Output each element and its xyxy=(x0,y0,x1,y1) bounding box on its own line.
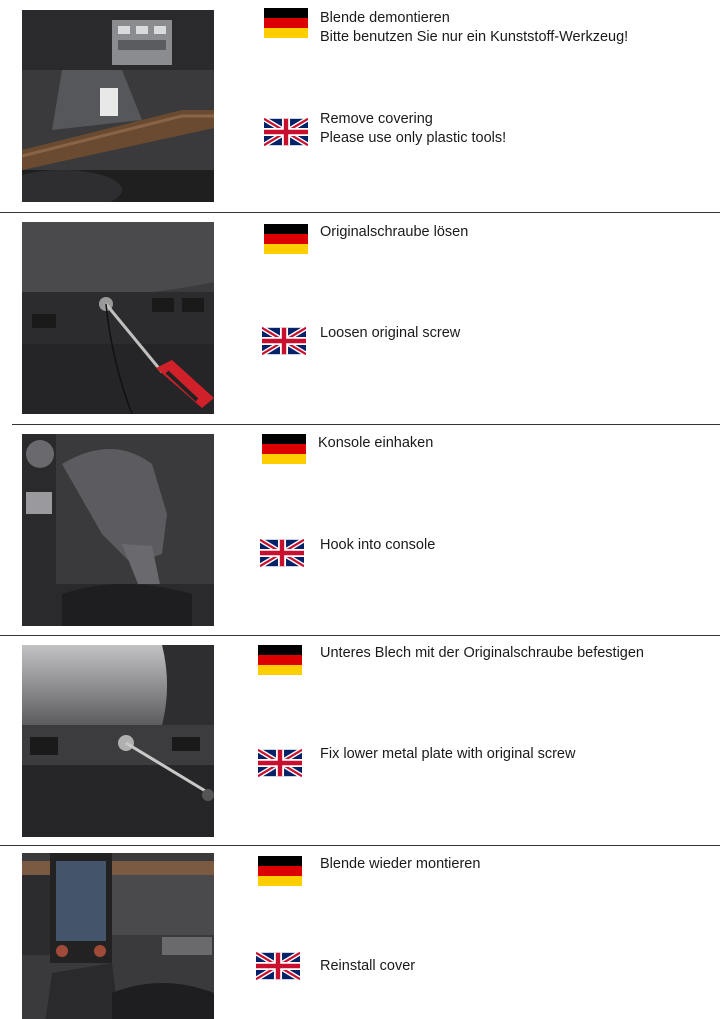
step-title-de: Unteres Blech mit der Originalschraube befestigen xyxy=(320,645,644,661)
step-reinstall-cover xyxy=(0,845,720,1019)
step-title-en: Reinstall cover xyxy=(320,958,416,974)
photo-hook-console xyxy=(22,434,214,626)
uk-flag-icon xyxy=(264,117,308,147)
uk-flag-icon xyxy=(260,538,304,568)
uk-flag-icon xyxy=(258,748,302,778)
step-hook-console xyxy=(0,424,720,635)
german-flag-icon xyxy=(264,8,308,38)
step-title-de: Originalschraube lösen xyxy=(320,224,469,240)
step-title-en: Hook into console xyxy=(320,537,436,553)
uk-flag-icon xyxy=(262,326,306,356)
step-note-de: Bitte benutzen Sie nur ein Kunststoff-Werkzeug! xyxy=(320,29,629,45)
german-flag-icon xyxy=(262,434,306,464)
step-title-de: Blende wieder montieren xyxy=(320,856,481,872)
step-title-en: Fix lower metal plate with original screw xyxy=(320,746,576,762)
step-title-de: Konsole einhaken xyxy=(318,435,434,451)
photo-reinstall-cover xyxy=(22,853,214,1019)
step-remove-covering xyxy=(0,0,720,212)
german-flag-icon xyxy=(258,645,302,675)
german-flag-icon xyxy=(258,856,302,886)
photo-remove-covering xyxy=(22,10,214,202)
photo-fix-plate xyxy=(22,645,214,837)
step-note-en: Please use only plastic tools! xyxy=(320,130,507,146)
step-title-de: Blende demontieren xyxy=(320,10,450,26)
step-title-en: Loosen original screw xyxy=(320,325,461,341)
photo-loosen-screw xyxy=(22,222,214,414)
uk-flag-icon xyxy=(256,951,300,981)
step-loosen-screw xyxy=(0,212,720,424)
step-title-en: Remove covering xyxy=(320,111,433,127)
step-fix-plate xyxy=(0,635,720,845)
german-flag-icon xyxy=(264,224,308,254)
